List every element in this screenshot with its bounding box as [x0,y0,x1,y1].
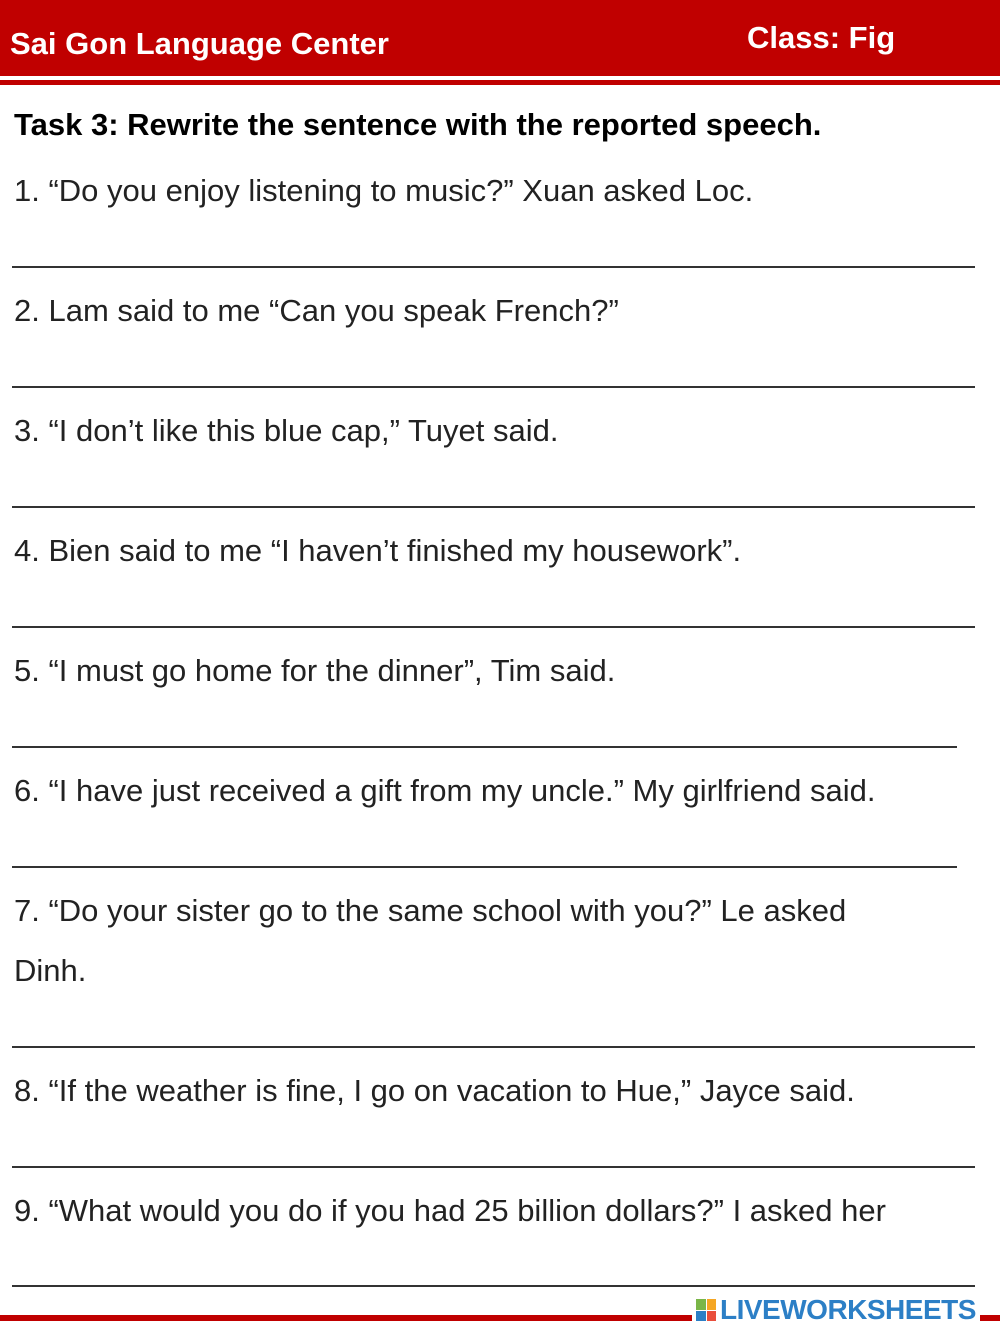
question-2: 2. Lam said to me “Can you speak French?” [14,293,619,328]
question-7: 7. “Do your sister go to the same school with you?” Le asked [14,893,847,928]
question-1: 1. “Do you enjoy listening to music?” Xuan asked Loc. [14,173,754,208]
logo-square-blue [696,1311,706,1322]
answer-line-7[interactable] [12,1046,975,1048]
answer-line-6[interactable] [12,866,957,868]
answer-line-8[interactable] [12,1166,975,1168]
question-8: 8. “If the weather is fine, I go on vacation to Hue,” Jayce said. [14,1073,855,1108]
answer-line-2[interactable] [12,386,975,388]
brand-name: LIVEWORKSHEETS [720,1294,976,1325]
logo-square-red [707,1311,717,1322]
answer-line-3[interactable] [12,506,975,508]
logo-square-orange [707,1299,717,1310]
question-6: 6. “I have just received a gift from my uncle.” My girlfriend said. [14,773,876,808]
answer-line-5[interactable] [12,746,957,748]
answer-line-9[interactable] [12,1285,975,1287]
class-label: Class: Fig [747,20,896,55]
liveworksheets-brand [692,1294,980,1326]
center-name: Sai Gon Language Center [10,26,389,61]
answer-line-1[interactable] [12,266,975,268]
logo-square-green [696,1299,706,1310]
question-9: 9. “What would you do if you had 25 billion dollars?” I asked her [14,1193,886,1228]
question-3: 3. “I don’t like this blue cap,” Tuyet said. [14,413,559,448]
task-title: Task 3: Rewrite the sentence with the reported speech. [14,107,822,142]
question-4: 4. Bien said to me “I haven’t finished my housework”. [14,533,742,568]
liveworksheets-logo-icon [696,1299,716,1321]
header-bar [0,0,1000,76]
header-divider [0,80,1000,85]
question-5: 5. “I must go home for the dinner”, Tim said. [14,653,616,688]
answer-line-4[interactable] [12,626,975,628]
question-7-continued: Dinh. [14,953,87,988]
